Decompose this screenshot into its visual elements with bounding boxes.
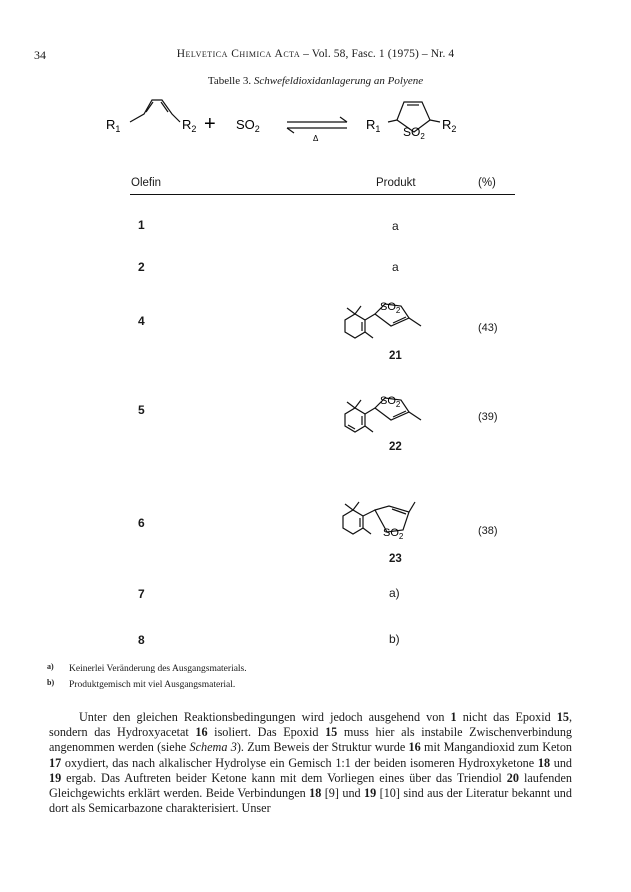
compound-label-21: 21: [389, 350, 402, 362]
structure-21: [335, 296, 445, 358]
table-caption-title: Schwefeldioxidanlagerung an Polyene: [253, 75, 424, 87]
yield-22: (39): [478, 411, 498, 423]
product-2: a: [392, 260, 399, 274]
structure-23: [335, 496, 445, 554]
reaction-scheme: [100, 96, 480, 158]
footnote-a: a) Keinerlei Veränderung des Ausgangsmaterials.: [47, 662, 247, 674]
scheme-r2: $R_2$: [182, 117, 197, 134]
column-header-percent: (%): [478, 177, 496, 189]
table-caption-label: Tabelle 3.: [207, 75, 254, 87]
journal-volume: – Vol. 58, Fasc. 1 (1975) – Nr. 4: [300, 48, 455, 60]
olefin-6: 6: [138, 516, 145, 530]
structure-22-so2: $SO_2$: [380, 395, 401, 409]
olefin-2: 2: [138, 260, 145, 274]
structure-23-so2: $SO_2$: [383, 527, 404, 541]
column-header-olefin: Olefin: [131, 177, 162, 189]
table-rule: [130, 194, 515, 195]
scheme-plus: +: [204, 113, 216, 135]
table-caption: [0, 75, 631, 87]
scheme-delta: Δ: [313, 134, 319, 143]
compound-label-23: 23: [389, 553, 402, 565]
olefin-7: 7: [138, 587, 145, 601]
yield-21: (43): [478, 322, 498, 334]
yield-23: (38): [478, 525, 498, 537]
olefin-4: 4: [138, 314, 145, 328]
product-8: b): [389, 632, 400, 646]
structure-21-so2: $SO_2$: [380, 301, 401, 315]
product-1: a: [392, 219, 399, 233]
olefin-8: 8: [138, 633, 145, 647]
olefin-1: 1: [138, 218, 145, 232]
footnote-b: b) Produktgemisch mit viel Ausgangsmaterial.: [47, 678, 236, 690]
journal-name: Helvetica Chimica Acta: [176, 48, 301, 60]
scheme-prod-so2: $SO_2$: [403, 125, 425, 141]
compound-label-22: 22: [389, 441, 402, 453]
column-header-produkt: Produkt: [376, 177, 416, 189]
olefin-5: 5: [138, 403, 145, 417]
page-number: 34: [34, 48, 46, 62]
scheme-r1: $R_1$: [106, 117, 121, 134]
footnotes: [47, 660, 247, 692]
scheme-prod-r1: $R_1$: [366, 117, 381, 134]
scheme-so2: $SO_2$: [236, 117, 260, 134]
running-header: [0, 48, 631, 60]
body-paragraph: Unter den gleichen Reaktionsbedingungen wird jedoch ausgehend von 1 nicht das Epoxid 15, sondern das Hydroxyacetat 16 isoliert. Das Epoxid 15 muss hier als instabile Zwischenverbindung angenommen werden (siehe Schema 3). Zum Beweis der Struktur wurde 16 mit Mangandioxid zum Keton 17 oxydiert, das nach alkalischer Hydrolyse ein Gemisch 1:1 der beiden isomeren Hydroxyketone 18 und 19 ergab. Das Auftreten beider Ketone kann mit dem Vorliegen eines über das Triendiol 20 laufenden Gleichgewichts erklärt werden. Beide Verbindungen 18 [9] und 19 [10] sind aus der Literatur bekannt und dort als Semicarbazone charakterisiert. Unser: [49, 710, 573, 816]
scheme-prod-r2: $R_2$: [442, 117, 457, 134]
product-7: a): [389, 586, 400, 600]
